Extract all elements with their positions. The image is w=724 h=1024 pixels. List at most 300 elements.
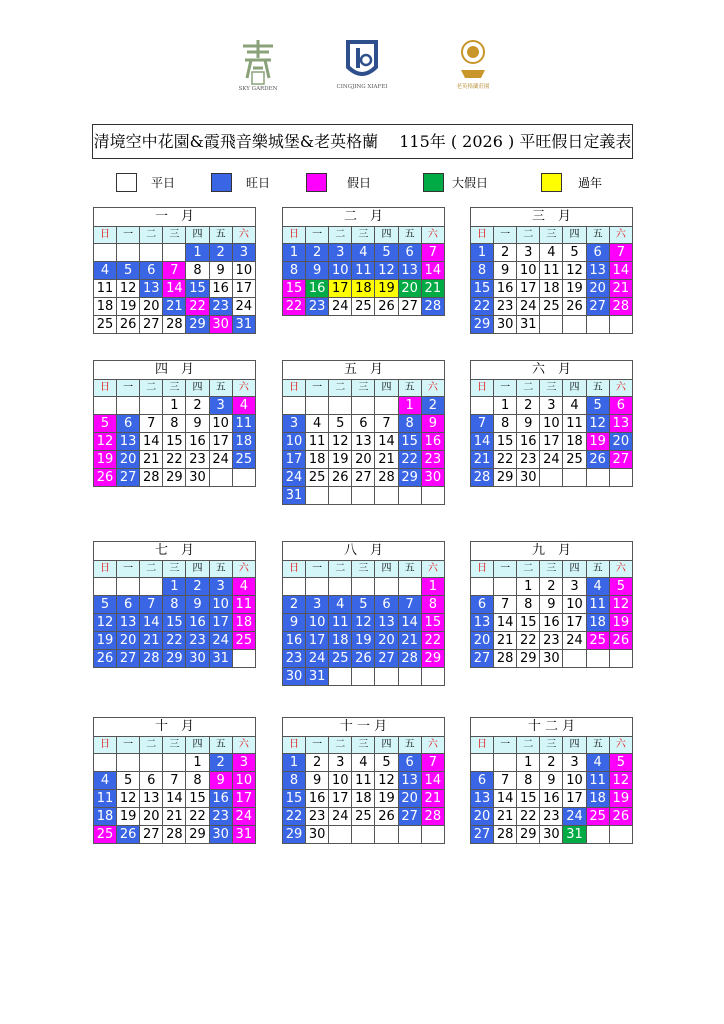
weekday-header: 二 — [517, 561, 540, 578]
day-cell: 18 — [306, 451, 329, 469]
month-name: 八 月 — [283, 542, 445, 561]
day-cell: 16 — [540, 790, 563, 808]
weekday-header: 五 — [586, 227, 609, 244]
day-cell: 7 — [375, 415, 398, 433]
day-cell: 12 — [609, 772, 632, 790]
weekday-header: 五 — [398, 227, 421, 244]
day-cell: 5 — [352, 596, 375, 614]
day-cell: 15 — [494, 433, 517, 451]
day-cell: 3 — [563, 754, 586, 772]
weekday-header: 三 — [163, 561, 186, 578]
day-cell: 25 — [306, 469, 329, 487]
weekday-header: 一 — [494, 227, 517, 244]
day-cell: 18 — [94, 808, 117, 826]
legend-label: 假日 — [347, 176, 372, 190]
day-cell: 13 — [471, 614, 494, 632]
empty-cell — [283, 578, 306, 596]
day-cell: 4 — [94, 262, 117, 280]
day-cell: 20 — [117, 632, 140, 650]
day-cell: 28 — [140, 650, 163, 668]
day-cell: 28 — [140, 469, 163, 487]
day-cell: 11 — [329, 614, 352, 632]
day-cell: 17 — [517, 280, 540, 298]
month-table — [470, 541, 633, 668]
day-cell: 28 — [471, 469, 494, 487]
day-cell: 15 — [517, 790, 540, 808]
month-table — [470, 207, 633, 334]
day-cell: 10 — [563, 596, 586, 614]
day-cell: 28 — [398, 650, 421, 668]
empty-cell — [609, 316, 632, 334]
month-table — [93, 717, 256, 844]
day-cell: 27 — [586, 298, 609, 316]
day-cell: 17 — [540, 433, 563, 451]
day-cell: 2 — [209, 754, 232, 772]
day-cell: 11 — [94, 280, 117, 298]
weekday-header: 四 — [563, 380, 586, 397]
day-cell: 10 — [232, 772, 255, 790]
day-cell: 5 — [563, 244, 586, 262]
day-cell: 25 — [540, 298, 563, 316]
day-cell: 14 — [375, 433, 398, 451]
day-cell: 3 — [563, 578, 586, 596]
empty-cell — [329, 826, 352, 844]
day-cell: 30 — [306, 826, 329, 844]
day-cell: 10 — [209, 596, 232, 614]
day-cell: 23 — [306, 298, 329, 316]
day-cell: 10 — [329, 772, 352, 790]
weekday-header: 四 — [375, 380, 398, 397]
weekday-header: 五 — [398, 380, 421, 397]
empty-cell — [586, 469, 609, 487]
weekday-header: 一 — [494, 737, 517, 754]
day-cell: 23 — [540, 632, 563, 650]
weekday-header: 日 — [94, 227, 117, 244]
day-cell: 19 — [94, 632, 117, 650]
month-name: 十 二 月 — [471, 718, 633, 737]
day-cell: 16 — [540, 614, 563, 632]
day-cell: 8 — [471, 262, 494, 280]
day-cell: 10 — [306, 614, 329, 632]
day-cell: 27 — [352, 469, 375, 487]
day-cell: 2 — [306, 754, 329, 772]
month-table — [282, 360, 445, 505]
legend-label: 旺日 — [246, 176, 271, 190]
day-cell: 10 — [540, 415, 563, 433]
day-cell: 7 — [421, 754, 444, 772]
day-cell: 21 — [375, 451, 398, 469]
day-cell: 5 — [375, 754, 398, 772]
empty-cell — [563, 316, 586, 334]
empty-cell — [398, 668, 421, 686]
day-cell: 16 — [209, 790, 232, 808]
day-cell: 23 — [494, 298, 517, 316]
day-cell: 9 — [306, 772, 329, 790]
day-cell: 30 — [209, 826, 232, 844]
empty-cell — [352, 487, 375, 505]
day-cell: 31 — [232, 826, 255, 844]
day-cell: 18 — [232, 433, 255, 451]
month-name: 五 月 — [283, 361, 445, 380]
day-cell: 15 — [421, 614, 444, 632]
weekday-header: 六 — [421, 227, 444, 244]
legend-swatch — [116, 173, 137, 192]
empty-cell — [163, 244, 186, 262]
empty-cell — [140, 244, 163, 262]
weekday-header: 二 — [517, 227, 540, 244]
day-cell: 17 — [563, 614, 586, 632]
day-cell: 19 — [352, 632, 375, 650]
day-cell: 20 — [609, 433, 632, 451]
empty-cell — [609, 650, 632, 668]
month-name: 七 月 — [94, 542, 256, 561]
day-cell: 2 — [283, 596, 306, 614]
weekday-header: 六 — [609, 380, 632, 397]
empty-cell — [209, 469, 232, 487]
day-cell: 22 — [421, 632, 444, 650]
day-cell: 31 — [209, 650, 232, 668]
empty-cell — [586, 826, 609, 844]
sky-garden-logo — [218, 38, 298, 93]
legend-swatch — [306, 173, 327, 192]
day-cell: 3 — [540, 397, 563, 415]
day-cell: 29 — [421, 650, 444, 668]
day-cell: 29 — [283, 826, 306, 844]
day-cell: 15 — [398, 433, 421, 451]
empty-cell — [375, 826, 398, 844]
day-cell: 18 — [232, 614, 255, 632]
day-cell: 5 — [94, 596, 117, 614]
weekday-header: 五 — [209, 380, 232, 397]
weekday-header: 日 — [471, 561, 494, 578]
day-cell: 25 — [586, 632, 609, 650]
day-cell: 19 — [94, 451, 117, 469]
day-cell: 9 — [540, 596, 563, 614]
day-cell: 25 — [352, 298, 375, 316]
day-cell: 10 — [232, 262, 255, 280]
weekday-header: 六 — [232, 561, 255, 578]
day-cell: 10 — [517, 262, 540, 280]
day-cell: 5 — [609, 754, 632, 772]
day-cell: 30 — [186, 469, 209, 487]
day-cell: 23 — [283, 650, 306, 668]
empty-cell — [421, 487, 444, 505]
day-cell: 15 — [517, 614, 540, 632]
day-cell: 1 — [471, 244, 494, 262]
day-cell: 20 — [471, 632, 494, 650]
day-cell: 28 — [494, 826, 517, 844]
day-cell: 6 — [140, 772, 163, 790]
weekday-header: 一 — [494, 380, 517, 397]
empty-cell — [94, 578, 117, 596]
day-cell: 14 — [140, 614, 163, 632]
day-cell: 4 — [329, 596, 352, 614]
legend-label: 大假日 — [452, 176, 489, 190]
day-cell: 18 — [352, 280, 375, 298]
day-cell: 14 — [140, 433, 163, 451]
day-cell: 13 — [586, 262, 609, 280]
day-cell: 21 — [494, 808, 517, 826]
weekday-header: 日 — [283, 561, 306, 578]
day-cell: 12 — [609, 596, 632, 614]
weekday-header: 日 — [94, 561, 117, 578]
day-cell: 21 — [163, 808, 186, 826]
month-calendar — [470, 541, 633, 668]
day-cell: 27 — [471, 650, 494, 668]
day-cell: 27 — [471, 826, 494, 844]
day-cell: 8 — [517, 596, 540, 614]
day-cell: 1 — [186, 244, 209, 262]
day-cell: 6 — [398, 754, 421, 772]
empty-cell — [471, 754, 494, 772]
weekday-header: 五 — [209, 737, 232, 754]
weekday-header: 四 — [186, 737, 209, 754]
weekday-header: 四 — [563, 227, 586, 244]
day-cell: 23 — [306, 808, 329, 826]
day-cell: 20 — [398, 790, 421, 808]
weekday-header: 六 — [232, 380, 255, 397]
weekday-header: 日 — [471, 737, 494, 754]
day-cell: 1 — [398, 397, 421, 415]
day-cell: 4 — [306, 415, 329, 433]
month-table — [93, 207, 256, 334]
day-cell: 17 — [232, 280, 255, 298]
day-cell: 20 — [140, 808, 163, 826]
day-cell: 22 — [283, 808, 306, 826]
weekday-header: 一 — [117, 227, 140, 244]
legend-item-major-holiday — [423, 173, 488, 192]
day-cell: 26 — [586, 451, 609, 469]
day-cell: 28 — [163, 316, 186, 334]
day-cell: 11 — [540, 262, 563, 280]
day-cell: 25 — [352, 808, 375, 826]
weekday-header: 日 — [283, 380, 306, 397]
sky-garden-caption: SKY GARDEN — [238, 86, 278, 92]
empty-cell — [609, 469, 632, 487]
day-cell: 24 — [232, 298, 255, 316]
day-cell: 30 — [517, 469, 540, 487]
day-cell: 11 — [232, 415, 255, 433]
day-cell: 29 — [163, 469, 186, 487]
empty-cell — [306, 578, 329, 596]
day-cell: 3 — [232, 244, 255, 262]
day-cell: 3 — [232, 754, 255, 772]
day-cell: 5 — [329, 415, 352, 433]
day-cell: 29 — [517, 826, 540, 844]
day-cell: 8 — [186, 772, 209, 790]
weekday-header: 一 — [306, 561, 329, 578]
day-cell: 30 — [540, 650, 563, 668]
day-cell: 22 — [186, 808, 209, 826]
weekday-header: 六 — [232, 227, 255, 244]
day-cell: 13 — [117, 433, 140, 451]
weekday-header: 三 — [163, 380, 186, 397]
day-cell: 13 — [609, 415, 632, 433]
day-cell: 30 — [283, 668, 306, 686]
month-table — [282, 717, 445, 844]
empty-cell — [540, 469, 563, 487]
day-cell: 11 — [586, 772, 609, 790]
weekday-header: 一 — [306, 227, 329, 244]
month-table — [93, 541, 256, 668]
weekday-header: 三 — [540, 227, 563, 244]
day-cell: 12 — [586, 415, 609, 433]
month-calendar — [282, 717, 445, 844]
day-cell: 20 — [140, 298, 163, 316]
day-cell: 9 — [306, 262, 329, 280]
day-cell: 7 — [163, 772, 186, 790]
empty-cell — [329, 578, 352, 596]
day-cell: 23 — [209, 298, 232, 316]
day-cell: 2 — [421, 397, 444, 415]
day-cell: 9 — [517, 415, 540, 433]
day-cell: 26 — [375, 298, 398, 316]
day-cell: 19 — [609, 614, 632, 632]
day-cell: 16 — [306, 280, 329, 298]
day-cell: 28 — [421, 298, 444, 316]
day-cell: 21 — [421, 280, 444, 298]
day-cell: 26 — [352, 650, 375, 668]
day-cell: 4 — [232, 397, 255, 415]
day-cell: 2 — [186, 578, 209, 596]
day-cell: 14 — [471, 433, 494, 451]
empty-cell — [163, 754, 186, 772]
empty-cell — [563, 469, 586, 487]
weekday-header: 一 — [117, 561, 140, 578]
day-cell: 26 — [375, 808, 398, 826]
day-cell: 12 — [352, 614, 375, 632]
day-cell: 15 — [283, 280, 306, 298]
empty-cell — [306, 397, 329, 415]
weekday-header: 三 — [352, 737, 375, 754]
day-cell: 24 — [209, 451, 232, 469]
day-cell: 17 — [563, 790, 586, 808]
day-cell: 21 — [163, 298, 186, 316]
day-cell: 18 — [329, 632, 352, 650]
day-cell: 14 — [398, 614, 421, 632]
day-cell: 31 — [563, 826, 586, 844]
weekday-header: 三 — [352, 561, 375, 578]
day-cell: 28 — [375, 469, 398, 487]
day-cell: 6 — [117, 596, 140, 614]
day-cell: 24 — [563, 808, 586, 826]
legend-swatch — [541, 173, 562, 192]
day-cell: 8 — [186, 262, 209, 280]
empty-cell — [494, 578, 517, 596]
month-name: 九 月 — [471, 542, 633, 561]
day-cell: 14 — [421, 262, 444, 280]
day-cell: 21 — [140, 632, 163, 650]
day-cell: 24 — [329, 298, 352, 316]
day-cell: 15 — [471, 280, 494, 298]
month-name: 四 月 — [94, 361, 256, 380]
day-cell: 29 — [517, 650, 540, 668]
month-name: 十 一 月 — [283, 718, 445, 737]
weekday-header: 五 — [398, 561, 421, 578]
day-cell: 14 — [494, 790, 517, 808]
day-cell: 8 — [517, 772, 540, 790]
day-cell: 25 — [329, 650, 352, 668]
day-cell: 8 — [283, 262, 306, 280]
day-cell: 12 — [375, 262, 398, 280]
empty-cell — [398, 826, 421, 844]
day-cell: 9 — [494, 262, 517, 280]
day-cell: 4 — [232, 578, 255, 596]
day-cell: 23 — [209, 808, 232, 826]
day-cell: 11 — [563, 415, 586, 433]
day-cell: 27 — [140, 826, 163, 844]
day-cell: 11 — [352, 772, 375, 790]
day-cell: 30 — [421, 469, 444, 487]
legend-item-weekday — [116, 173, 175, 192]
legend-item-holiday — [306, 173, 371, 192]
empty-cell — [398, 487, 421, 505]
weekday-header: 三 — [163, 737, 186, 754]
day-cell: 22 — [163, 632, 186, 650]
day-cell: 10 — [209, 415, 232, 433]
weekday-header: 五 — [586, 561, 609, 578]
logo-row — [0, 38, 724, 108]
day-cell: 26 — [94, 650, 117, 668]
day-cell: 3 — [283, 415, 306, 433]
empty-cell — [563, 650, 586, 668]
day-cell: 24 — [329, 808, 352, 826]
day-cell: 3 — [209, 397, 232, 415]
day-cell: 3 — [517, 244, 540, 262]
empty-cell — [306, 487, 329, 505]
day-cell: 19 — [329, 451, 352, 469]
day-cell: 22 — [517, 632, 540, 650]
day-cell: 23 — [186, 632, 209, 650]
weekday-header: 日 — [283, 737, 306, 754]
day-cell: 12 — [94, 614, 117, 632]
day-cell: 6 — [375, 596, 398, 614]
day-cell: 19 — [609, 790, 632, 808]
weekday-header: 二 — [329, 737, 352, 754]
weekday-header: 四 — [186, 227, 209, 244]
weekday-header: 日 — [283, 227, 306, 244]
day-cell: 17 — [306, 632, 329, 650]
day-cell: 20 — [352, 451, 375, 469]
day-cell: 4 — [540, 244, 563, 262]
day-cell: 4 — [563, 397, 586, 415]
day-cell: 3 — [209, 578, 232, 596]
day-cell: 6 — [117, 415, 140, 433]
day-cell: 17 — [283, 451, 306, 469]
weekday-header: 一 — [306, 737, 329, 754]
day-cell: 6 — [609, 397, 632, 415]
day-cell: 2 — [494, 244, 517, 262]
day-cell: 7 — [140, 596, 163, 614]
month-calendar — [93, 717, 256, 844]
day-cell: 18 — [94, 298, 117, 316]
month-calendar — [282, 207, 445, 316]
day-cell: 12 — [117, 280, 140, 298]
day-cell: 12 — [375, 772, 398, 790]
day-cell: 3 — [329, 754, 352, 772]
day-cell: 10 — [563, 772, 586, 790]
day-cell: 2 — [517, 397, 540, 415]
empty-cell — [140, 754, 163, 772]
old-england-caption: 老英格蘭莊園 — [456, 84, 490, 90]
day-cell: 23 — [421, 451, 444, 469]
day-cell: 25 — [94, 826, 117, 844]
day-cell: 8 — [163, 415, 186, 433]
weekday-header: 二 — [329, 227, 352, 244]
day-cell: 22 — [283, 298, 306, 316]
empty-cell — [232, 650, 255, 668]
weekday-header: 六 — [421, 737, 444, 754]
